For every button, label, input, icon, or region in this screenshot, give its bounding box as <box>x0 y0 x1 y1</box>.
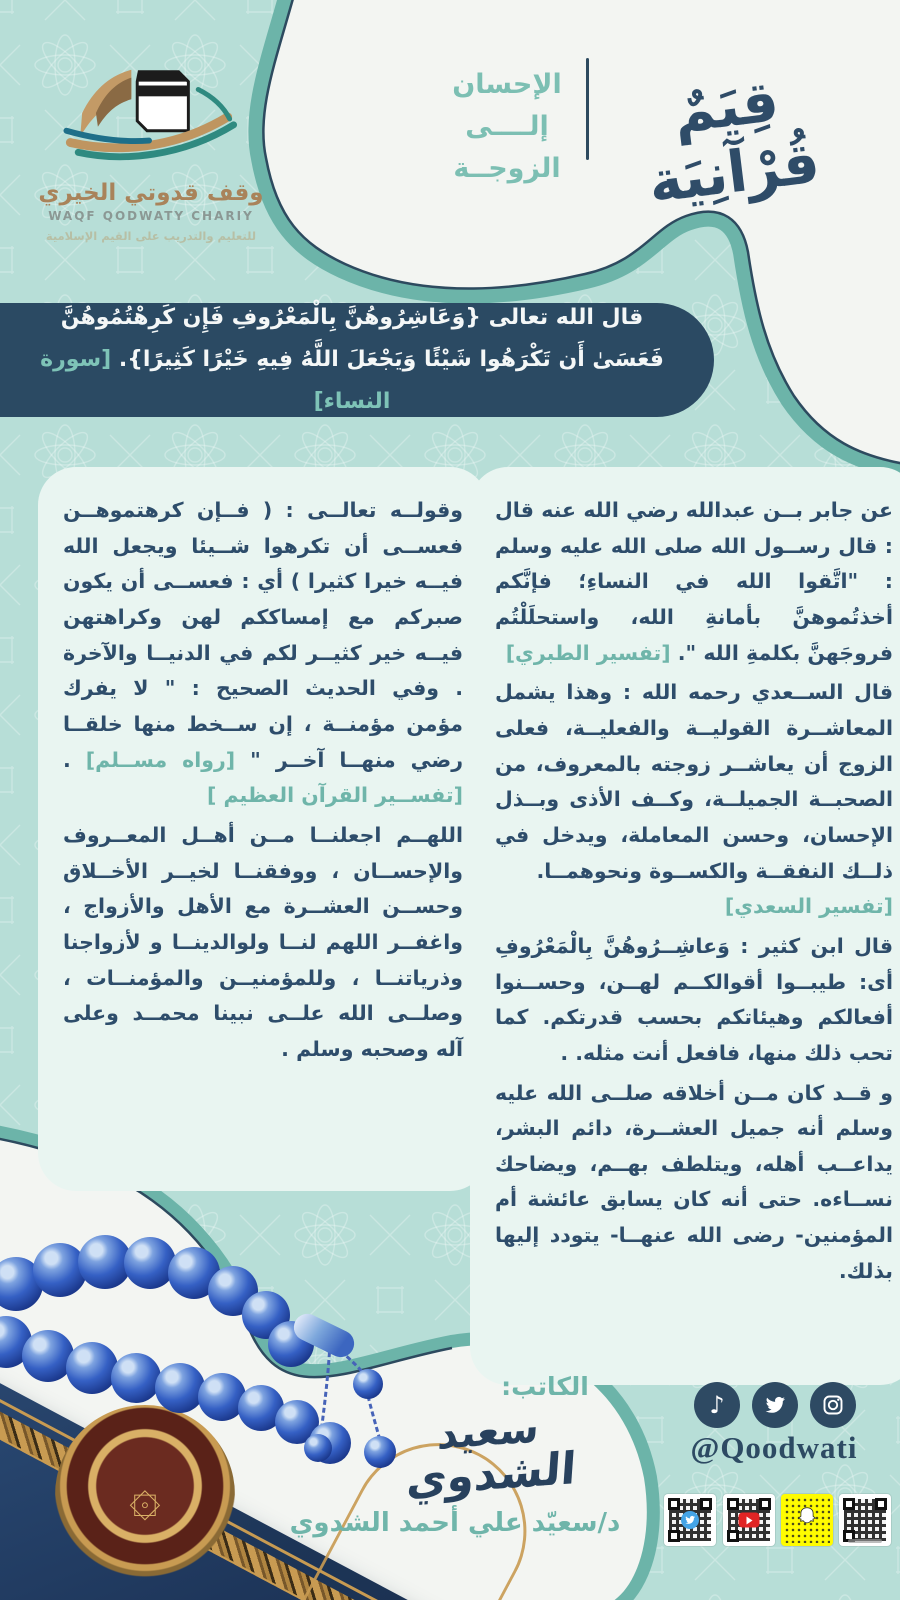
social-handle: @Qoodwati <box>690 1430 858 1465</box>
right-paragraph-1: عن جابر بــن عبدالله رضي الله عنه قال : قال رســول الله صلى الله عليه وسلم : "اتَّقوا الله في النساءِ؛ فإنَّكم أخذتُموهنَّ بأمانةِ الله، واستحلَلْتُم فروجَهنَّ بكلمةِ الله ". [تفسير الطبري] <box>495 498 893 665</box>
verse-body: قال الله تعالى {وَعَاشِرُوهُنَّ بِالْمَعْرُوفِ فَإِن كَرِهْتُمُوهُنَّ فَعَسَىٰ أَن تَكْرَهُوا شَيْئًا وَيَجْعَلَ اللَّهُ فِيهِ خَيْرًا كَثِيرًا}. <box>60 305 664 373</box>
prayer-bead <box>124 1237 176 1289</box>
author-label: الكاتب: <box>501 1372 589 1401</box>
left-paragraph-2: اللهــم اجعلنــا مــن أهــل المعــروف والإحســان ، ووفقنــا لخيــر الأخــلاق وحســن العشــرة مع الأهل والأزواج ، واغفــر اللهم لنــا ولوالدينــا و لأزواجنا وذرياتنــا ، وللمؤمنيــن والمؤمنــات ، وصلــى الله علــى نبينا محمــد وعلى آله وصحبه وسلم . <box>63 822 463 1061</box>
prayer-bead <box>364 1436 396 1468</box>
qr-caption <box>848 1539 882 1543</box>
left-paragraph-1: وقولــه تعالــى : ( فــإن كرهتموهــن فعســى أن تكرهوا شــيئا ويجعل الله فيــه خيرا كثيرا ) أي : فعســى أن يكون صبركم مع إمساككم لهن وكراهتهن فيــه خير كثيــر لكم في الدنيــا والآخرة . وفي الحديث الصحيح : " لا يفرك مؤمن مؤمنــة ، إن ســخط منها خلقــا رضي منهــا آخــر " [رواه مســلم] . [تفســير القرآن العظيم ] <box>63 498 464 808</box>
prayer-bead <box>304 1434 332 1462</box>
prayer-bead <box>353 1369 383 1399</box>
youtube-qr-badge <box>739 1513 760 1528</box>
right-paragraph-4: و قــد كان مــن أخلاقه صلــى الله عليه وسلم أنه جميل العشــرة، دائم البشر، يداعــب أهله، ويتلطف بهــم، ويضاحك نســاءه. حتى أنه كان يسابق عائشة أم المؤمنين- رضى الله عنهــا- يتودد إليها بذلك. <box>495 1080 893 1283</box>
verse-source: [سورة النساء] <box>40 347 391 414</box>
citation-muslim: [رواه مســلم] <box>85 747 236 772</box>
citation-tafsir-azim: [تفســير القرآن العظيم ] <box>206 783 463 808</box>
author-signature <box>397 1406 583 1505</box>
org-name-english: WAQF QODWATY CHARIY <box>48 209 254 223</box>
twitter-icon <box>752 1382 798 1428</box>
tiktok-icon: ♪ <box>694 1382 740 1428</box>
citation-saadi: [تفسير السعدي] <box>724 894 893 919</box>
snapchat-qr-code <box>781 1494 833 1546</box>
prayer-bead <box>111 1353 161 1403</box>
twitter-qr-code <box>664 1494 716 1546</box>
youtube-qr-code <box>723 1494 775 1546</box>
twitter-qr-badge <box>681 1511 699 1529</box>
topic-line-1: الإحسان <box>452 69 562 100</box>
topic-line-2: إلــــى <box>465 110 549 142</box>
org-tagline: للتعليم والتدريب على القيم الإسلامية <box>45 229 257 243</box>
right-paragraph-2: قال الســعدي رحمه الله : وهذا يشمل المعاشــرة القوليــة والفعليــة، فعلى الزوج أن يعاشــر زوجته بالمعروف، من الصحبــة الجميلــة، وكــف الأذى وبــذل الإحسان، وحسن المعاملة، ويدخل في ذلــك النفقــة والكســوة ونحوهمــا. [تفسير السعدي] <box>495 675 893 925</box>
signature-line-2: الشدوي <box>405 1442 578 1507</box>
prayer-bead <box>155 1363 205 1413</box>
waqf-qr-code <box>839 1494 891 1546</box>
prayer-bead <box>66 1342 118 1394</box>
brand-calligraphy: قِيَمٌ قُرْآنِيَة <box>644 68 824 216</box>
snapchat-ghost-icon <box>792 1504 822 1536</box>
author-name: د/سعيّد علي أحمد الشدوي <box>289 1508 621 1538</box>
topic-line-3: الزوجــة <box>453 152 561 184</box>
instagram-icon <box>810 1382 856 1428</box>
right-paragraph-3: قال ابن كثير : وَعاشِــرُوهُنَّ بِالْمَعْرُوفِ أى: طيبــوا أقوالكــم لهــن، وحســنوا أفعالكم وهيئاتكم بحسب قدرتكم. كما تحب ذلك منها، فافعل أنت مثله. . <box>495 933 893 1065</box>
signature-line-1: سعيد <box>436 1405 541 1459</box>
org-name-arabic: وقف قدوتي الخيري <box>38 180 264 206</box>
citation-tabari: [تفسير الطبري] <box>505 640 671 665</box>
book-medallion: ۞ <box>55 1405 235 1585</box>
